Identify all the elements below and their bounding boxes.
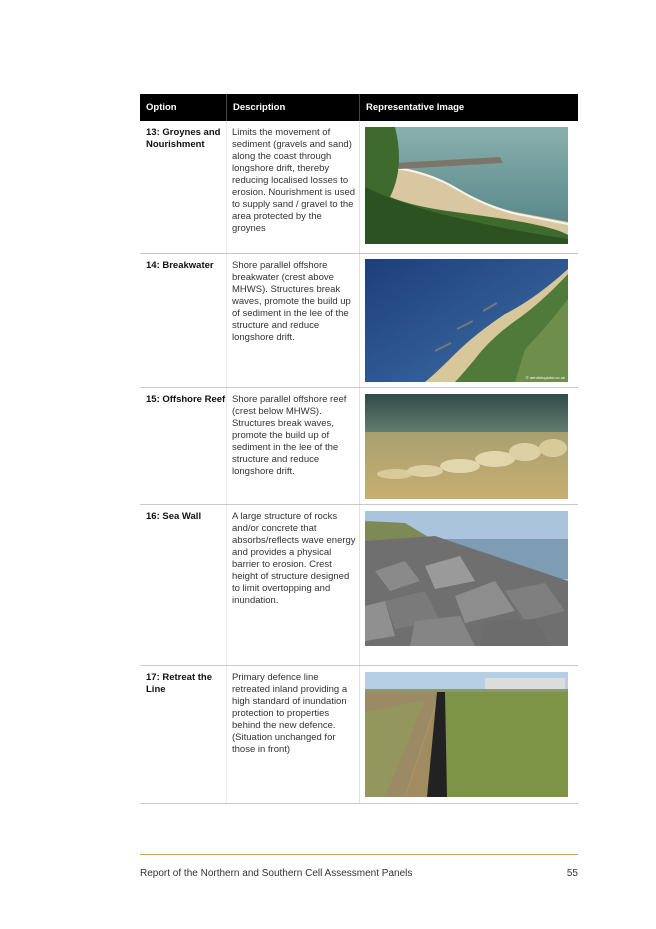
sea-wall-rocks-photo [365,511,568,646]
page-number: 55 [566,868,578,879]
retreat-line-photo [365,672,568,797]
footer-title: Report of the Northern and Southern Cell Assessment Panels [140,868,413,879]
option-label: 13: Groynes and Nourishment [146,127,221,150]
table-row [140,254,578,388]
table-row [140,666,578,804]
option-description: Shore parallel offshore breakwater (crest above MHWS). Structures break waves, promote the build up of sediment in the lee of the structure and reduce longshore drift. [232,260,351,343]
table-row [140,505,578,666]
option-description: Shore parallel offshore reef (crest below MHWS). Structures break waves, promote the build up of sediment in the lee of the structure and reduce longshore drift. [232,394,347,477]
option-description: A large structure of rocks and/or concrete that absorbs/reflects wave energy and provides a physical barrier to erosion. Crest height of structure designed to limit overtopping and inundation. [232,511,356,606]
option-label: 16: Sea Wall [146,511,202,522]
option-label: 14: Breakwater [146,260,214,271]
option-description: Primary defence line retreated inland providing a high standard of inundation protection to properties behind the new defence. (Situation unchanged for those in front) [232,672,348,755]
option-description: Limits the movement of sediment (gravels and sand) along the coast through longshore drift, thereby reducing localised losses to erosion. Nourishment is used to supply sand / gravel to the area protected by the groynes [232,127,356,234]
option-label: 15: Offshore Reef [146,394,226,405]
table-row [140,121,578,254]
table-row [140,388,578,505]
footer-rule [140,854,578,855]
options-table [140,94,578,121]
header-image: Representative Image [359,94,578,121]
table-header [140,94,578,121]
breakwater-aerial-photo [365,259,568,382]
option-label: 17: Retreat the Line [146,672,212,695]
header-option: Option [146,102,177,113]
groynes-photo [365,127,568,244]
header-description: Description [226,94,359,121]
offshore-reef-photo [365,394,568,499]
image-credit: © aerofotoglobe.co.uk [525,375,565,380]
